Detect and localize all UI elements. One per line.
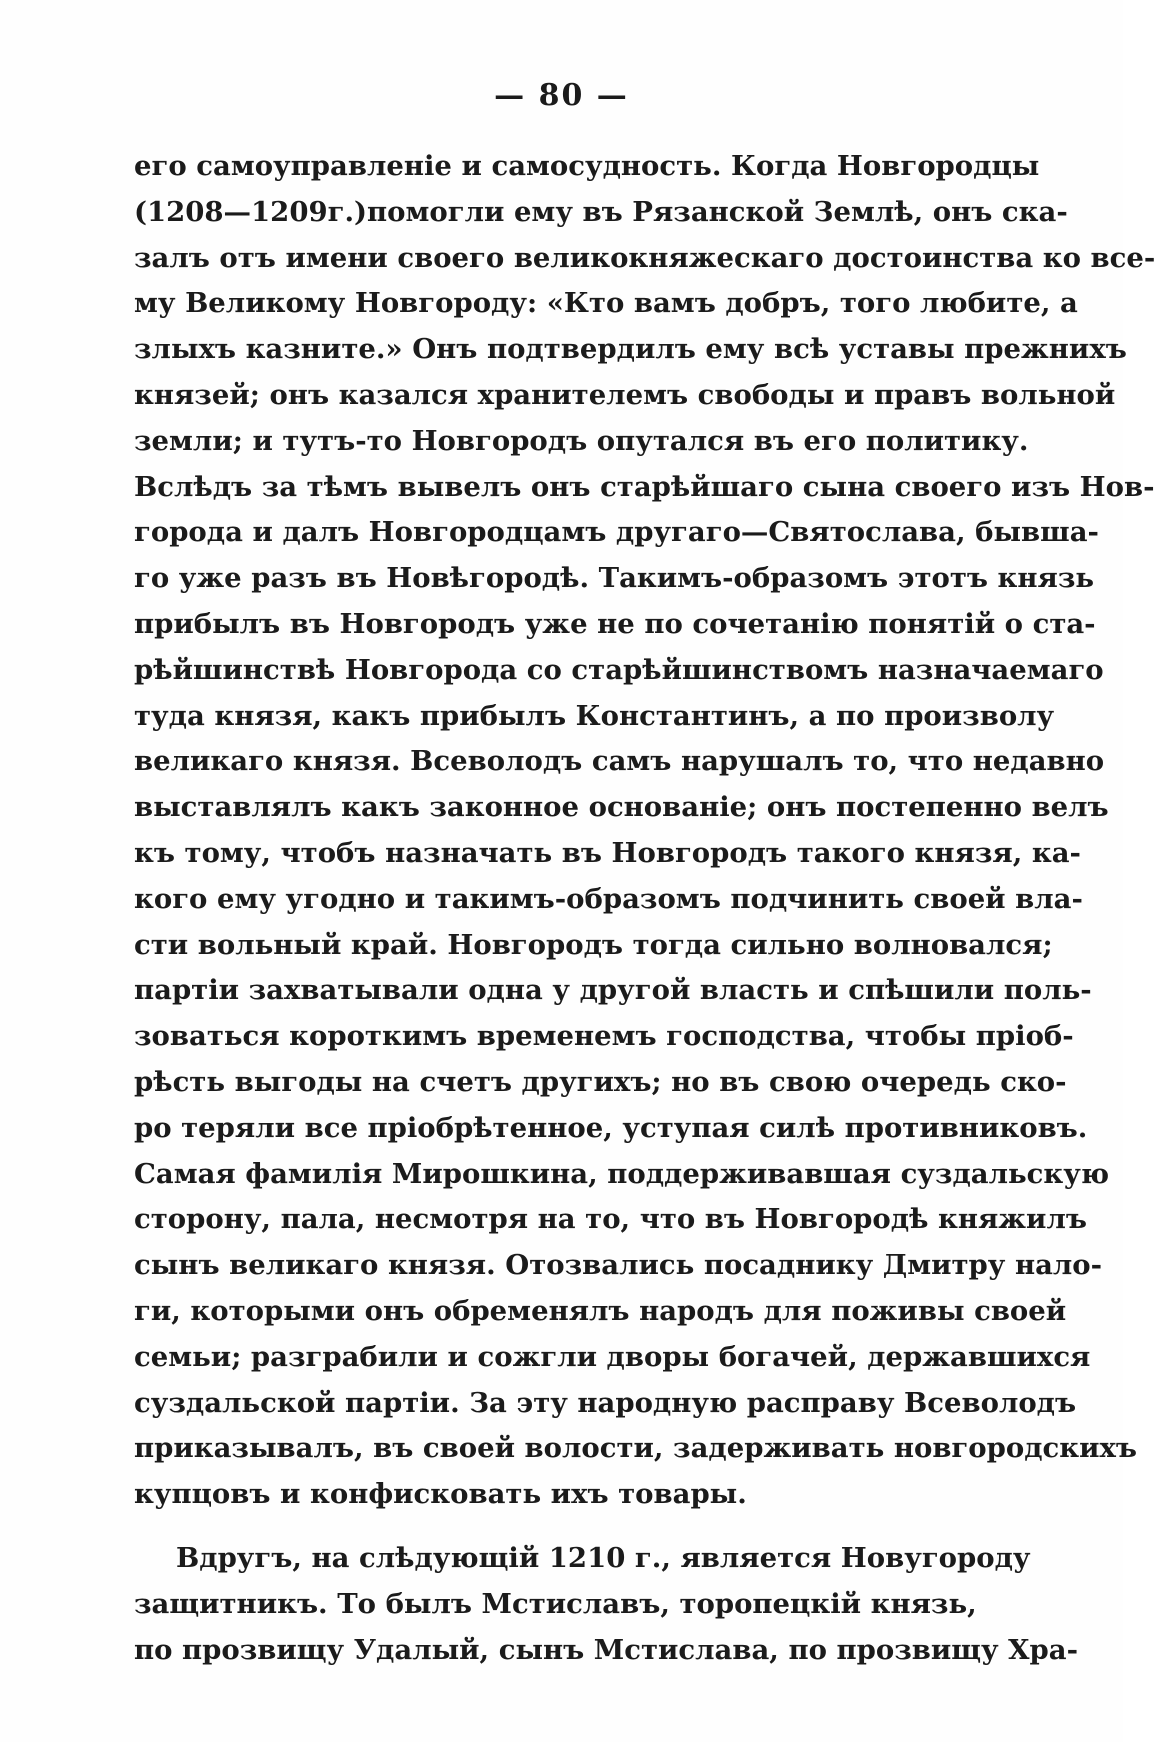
text-line: защитникъ. То былъ Мстиславъ, торопецкій князь, xyxy=(134,1587,977,1620)
text-line: (1208—1209г.)помогли ему въ Рязанской Землѣ, онъ ска- xyxy=(134,195,1068,228)
text-line: злыхъ казните.» Онъ подтвердилъ ему всѣ уставы прежнихъ xyxy=(134,333,1127,366)
text-line: по прозвищу Удалый, сынъ Мстислава, по прозвищу Хра- xyxy=(134,1633,1078,1666)
text-line: ро теряли все пріобрѣтенное, уступая силѣ противниковъ. xyxy=(134,1111,1088,1144)
text-line: зоваться короткимъ временемъ господства, чтобы пріоб- xyxy=(134,1020,1074,1053)
text-line: князей; онъ казался хранителемъ свободы и правъ вольной xyxy=(134,378,1116,411)
text-line: купцовъ и конфисковать ихъ товары. xyxy=(134,1478,747,1511)
text-line: Вслѣдъ за тѣмъ вывелъ онъ старѣйшаго сына своего изъ Нов- xyxy=(134,470,1155,503)
text-line: выставлялъ какъ законное основаніе; онъ постепенно велъ xyxy=(134,791,1109,824)
text-line: сти вольный край. Новгородъ тогда сильно волновался; xyxy=(134,928,1053,961)
text-line: Вдругъ, на слѣдующій 1210 г., является Новугороду xyxy=(176,1541,1031,1574)
text-line: ги, которыми онъ обременялъ народъ для поживы своей xyxy=(134,1294,1067,1327)
text-line: залъ отъ имени своего великокняжескаго достоинства ко все- xyxy=(134,241,1155,274)
text-line: города и далъ Новгородцамъ другаго—Святослава, бывша- xyxy=(134,516,1099,549)
text-line: сторону, пала, несмотря на то, что въ Новгородѣ княжилъ xyxy=(134,1203,1087,1236)
text-line: къ тому, чтобъ назначать въ Новгородъ такого князя, ка- xyxy=(134,836,1081,869)
text-line: суздальской партіи. За эту народную расправу Всеволодъ xyxy=(134,1386,1077,1419)
text-line: приказывалъ, въ своей волости, задерживать новгородскихъ xyxy=(134,1432,1138,1465)
paragraph-1 xyxy=(134,144,1155,1518)
text-line: Самая фамилія Мирошкина, поддерживавшая суздальскую xyxy=(134,1157,1110,1190)
text-line: прибылъ въ Новгородъ уже не по сочетанію понятій о ста- xyxy=(134,607,1096,640)
text-line: земли; и тутъ-то Новгородъ опутался въ его политику. xyxy=(134,424,1029,457)
text-line: рѣйшинствѣ Новгорода со старѣйшинствомъ назначаемаго xyxy=(134,653,1104,686)
text-line: партіи захватывали одна у другой власть и спѣшили поль- xyxy=(134,974,1092,1007)
text-line: туда князя, какъ прибылъ Константинъ, а по произволу xyxy=(134,699,1055,732)
text-line: рѣсть выгоды на счетъ другихъ; но въ свою очередь ско- xyxy=(134,1065,1067,1098)
body-text xyxy=(134,144,1155,1673)
text-line: великаго князя. Всеволодъ самъ нарушалъ то, что недавно xyxy=(134,745,1105,778)
page-number: — 80 — xyxy=(494,78,629,113)
paragraph-2 xyxy=(134,1536,1078,1673)
text-line: его самоуправленіе и самосудность. Когда Новгородцы xyxy=(134,150,1040,182)
text-line: му Великому Новгороду: «Кто вамъ добръ, того любите, а xyxy=(134,287,1078,320)
text-line: семьи; разграбили и сожгли дворы богачей, державшихся xyxy=(134,1340,1091,1373)
text-line: сынъ великаго князя. Отозвались посаднику Дмитру нало- xyxy=(134,1249,1103,1282)
text-line: кого ему угодно и такимъ-образомъ подчинить своей вла- xyxy=(134,882,1083,915)
text-line: го уже разъ въ Новѣгородѣ. Такимъ-образомъ этотъ князь xyxy=(134,562,1095,595)
paragraph-gap xyxy=(134,1518,976,1536)
